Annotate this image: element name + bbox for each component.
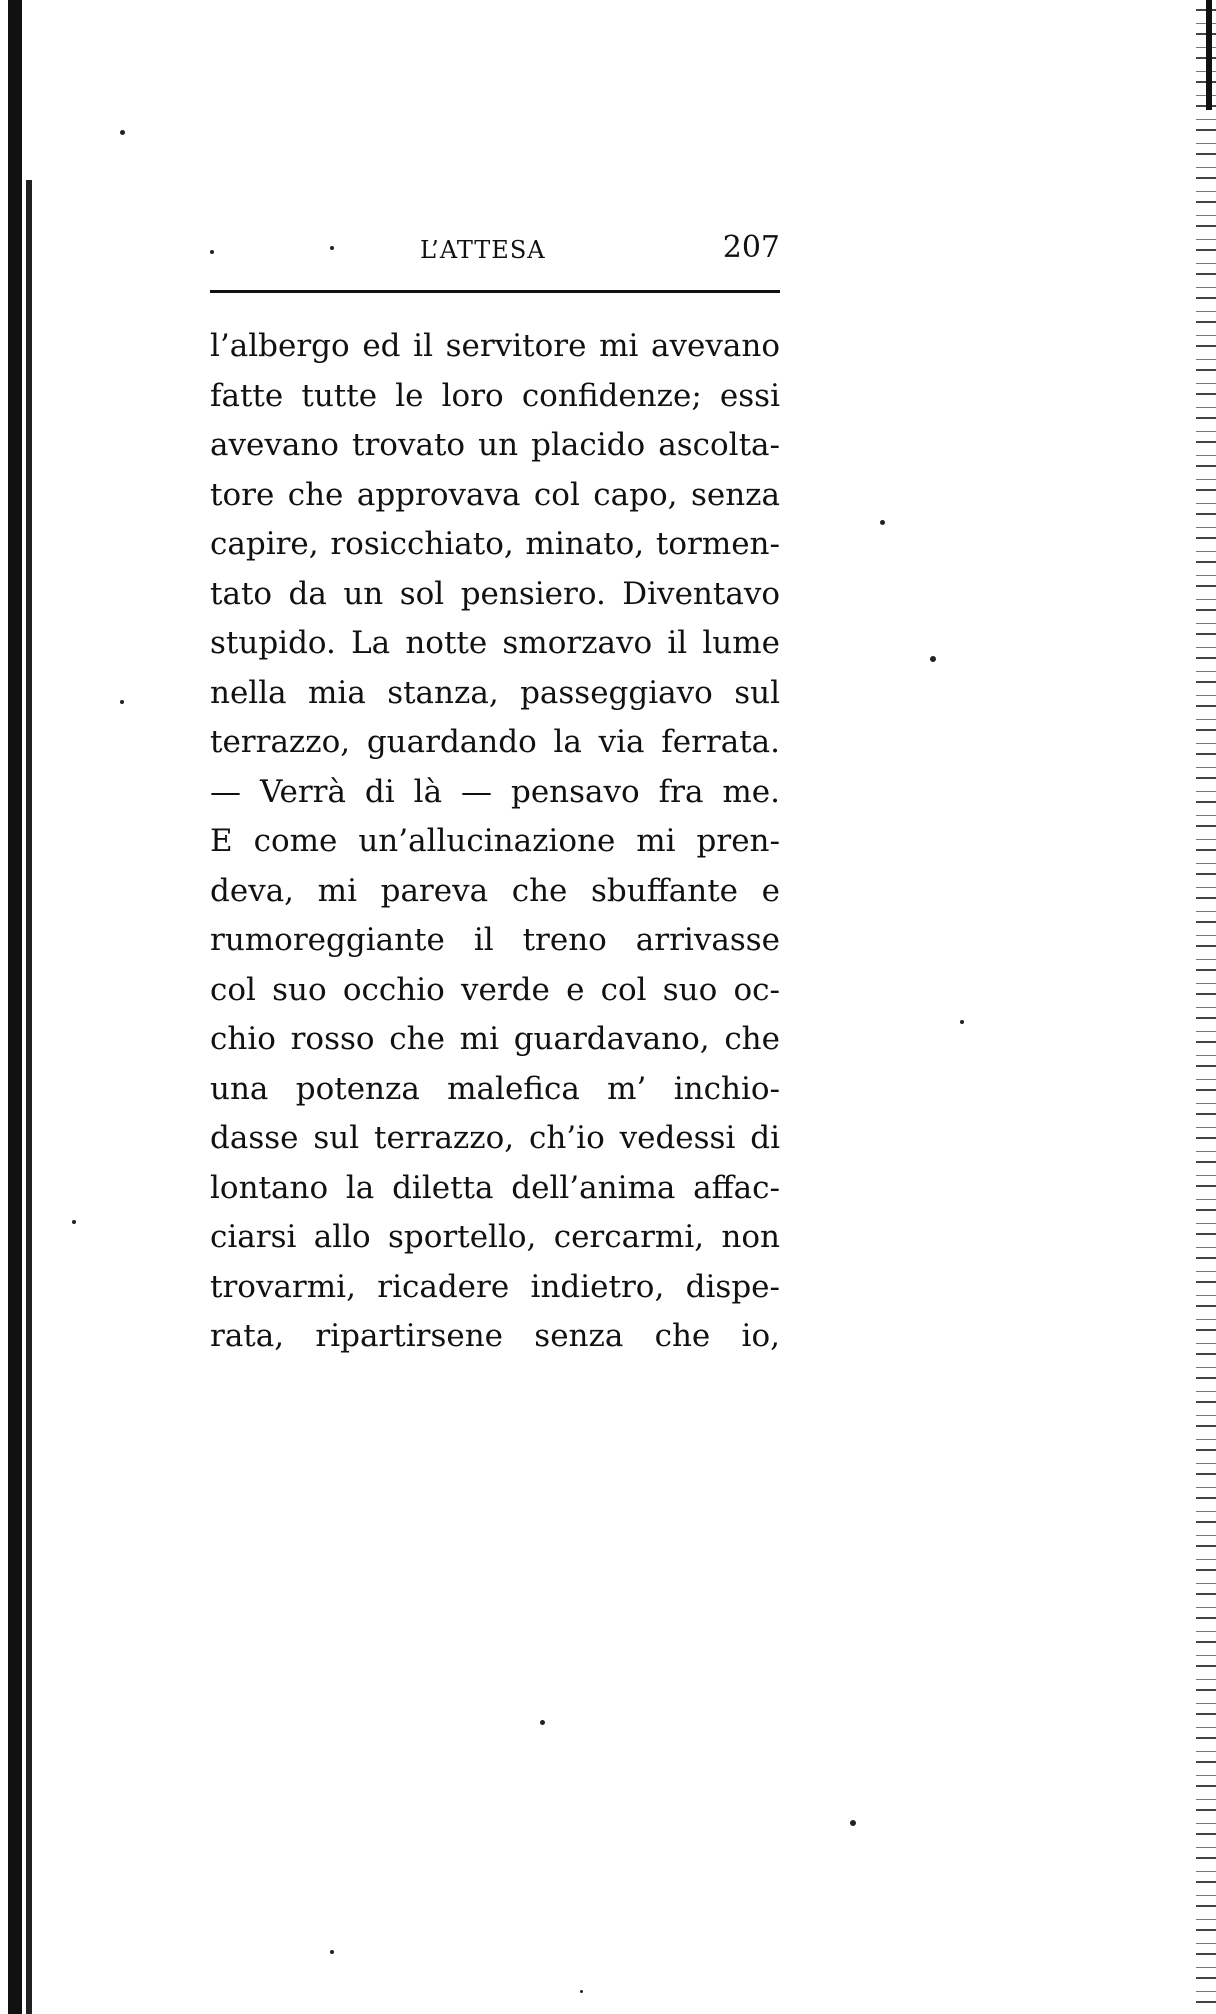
- text-line: tato da un sol pensiero. Diventavo: [210, 575, 780, 612]
- left-scan-edge: [8, 0, 22, 2014]
- running-head: L’ATTESA: [420, 236, 546, 264]
- right-scan-edge-mark: [1206, 0, 1212, 110]
- scan-speck: [960, 1020, 964, 1024]
- text-line: chio rosso che mi guardavano, che: [210, 1021, 780, 1057]
- text-line: nella mia stanza, passeggiavo sul: [210, 674, 780, 711]
- scan-speck: [120, 130, 125, 135]
- body-text: [210, 322, 780, 1362]
- text-line: rumoreggiante il treno arrivasse: [210, 922, 780, 958]
- header-rule: [210, 290, 780, 293]
- scan-speck: [540, 1720, 545, 1725]
- text-line: terrazzo, guardando la via ferrata.: [210, 724, 780, 760]
- text-line: una potenza malefica m’ inchio-: [210, 1070, 780, 1107]
- text-line: — Verrà di là — pensavo fra me.: [210, 773, 780, 810]
- text-line: avevano trovato un placido ascolta-: [210, 427, 780, 463]
- text-line: lontano la diletta dell’anima affac-: [210, 1169, 780, 1206]
- text-line: col suo occhio verde e col suo oc-: [210, 971, 780, 1008]
- text-line: trovarmi, ricadere indietro, dispe-: [210, 1268, 780, 1305]
- scan-speck: [930, 656, 936, 662]
- text-line: dasse sul terrazzo, ch’io vedessi di: [210, 1120, 780, 1156]
- text-line: deva, mi pareva che sbuffante e: [210, 872, 780, 909]
- page-header: [210, 228, 780, 268]
- text-line: l’albergo ed il servitore mi avevano: [210, 328, 780, 364]
- text-line: capire, rosicchiato, minato, tormen-: [210, 526, 780, 562]
- scan-speck: [330, 1950, 334, 1954]
- text-line: stupido. La notte smorzavo il lume: [210, 625, 780, 661]
- left-scan-edge-inner: [26, 180, 32, 2014]
- right-scan-edge: [1196, 0, 1216, 2014]
- scan-speck: [580, 1990, 583, 1993]
- scan-speck: [880, 520, 885, 525]
- text-line: ciarsi allo sportello, cercarmi, non: [210, 1219, 780, 1255]
- scan-speck: [850, 1820, 856, 1826]
- text-line: rata, ripartirsene senza che io,: [210, 1318, 780, 1354]
- scan-speck: [120, 700, 124, 704]
- scan-speck: [72, 1220, 76, 1224]
- page-number: 207: [722, 230, 780, 265]
- text-line: fatte tutte le loro confidenze; essi: [210, 377, 780, 414]
- scan-speck: [330, 246, 334, 250]
- text-line: E come un’allucinazione mi pren-: [210, 823, 780, 859]
- scan-speck: [210, 250, 214, 254]
- text-line: tore che approvava col capo, senza: [210, 476, 780, 513]
